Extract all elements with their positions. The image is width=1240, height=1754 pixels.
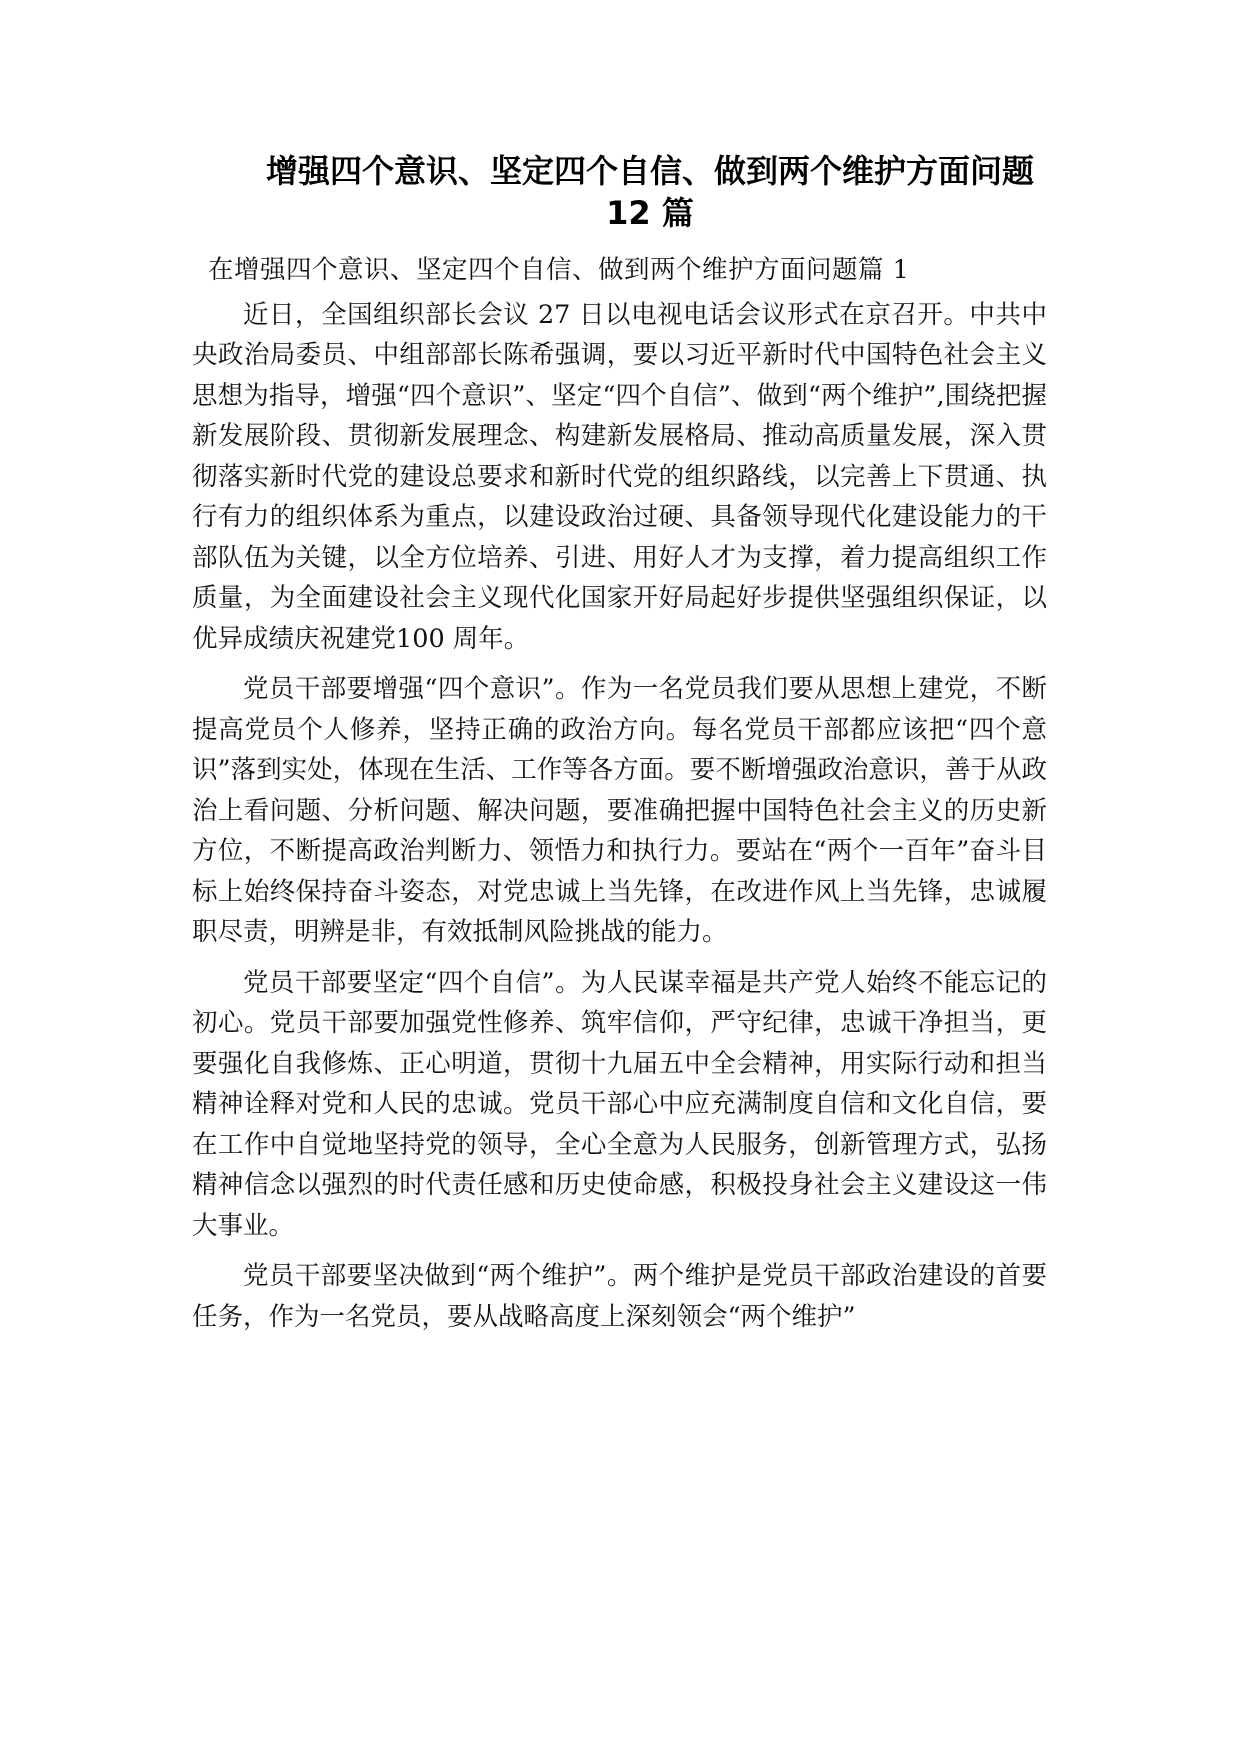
title-line-2: 12 篇: [606, 194, 694, 232]
paragraph-1: 近日，全国组织部长会议 27 日以电视电话会议形式在京召开。中共中央政治局委员、中组部部长陈希强调，要以习近平新时代中国特色社会主义思想为指导，增强“四个意识”、坚定“四个自信”、做到“两个维护”,围绕把握新发展阶段、贯彻新发展理念、构建新发展格局、推动高质量发展，深入贯彻落实新时代党的建设总要求和新时代党的组织路线，以完善上下贯通、执行有力的组织体系为重点，以建设政治过硬、具备领导现代化建设能力的干部队伍为关键，以全方位培养、引进、用好人才为支撑，着力提高组织工作质量，为全面建设社会主义现代化国家开好局起好步提供坚强组织保证，以优异成绩庆祝建党100 周年。: [192, 299, 1047, 654]
section-heading: 在增强四个意识、坚定四个自信、做到两个维护方面问题篇 1: [208, 255, 910, 285]
title-line-1: 增强四个意识、坚定四个自信、做到两个维护方面问题: [265, 152, 1034, 190]
paragraph-3: 党员干部要坚定“四个自信”。为人民谋幸福是共产党人始终不能忘记的初心。党员干部要加强党性修养、筑牢信仰，严守纪律，忠诚干净担当，更要强化自我修炼、正心明道，贯彻十九届五中全会精神，用实际行动和担当精神诠释对党和人民的忠诚。党员干部心中应充满制度自信和文化自信，要在工作中自觉地坚持党的领导，全心全意为人民服务，创新管理方式，弘扬精神信念以强烈的时代责任感和历史使命感，积极投身社会主义建设这一伟大事业。: [192, 967, 1047, 1241]
paragraph-4: 党员干部要坚决做到“两个维护”。两个维护是党员干部政治建设的首要任务，作为一名党员，要从战略高度上深刻领会“两个维护”: [192, 1261, 1047, 1332]
paragraph-2: 党员干部要增强“四个意识”。作为一名党员我们要从思想上建党，不断提高党员个人修养，坚持正确的政治方向。每名党员干部都应该把“四个意识”落到实处，体现在生活、工作等各方面。要不断增强政治意识，善于从政治上看问题、分析问题、解决问题，要准确把握中国特色社会主义的历史新方位，不断提高政治判断力、领悟力和执行力。要站在“两个一百年”奋斗目标上始终保持奋斗姿态，对党忠诚上当先锋，在改进作风上当先锋，忠诚履职尽责，明辨是非，有效抵制风险挑战的能力。: [192, 674, 1047, 947]
document-title: [250, 150, 1050, 234]
document-body: [192, 250, 1047, 1347]
